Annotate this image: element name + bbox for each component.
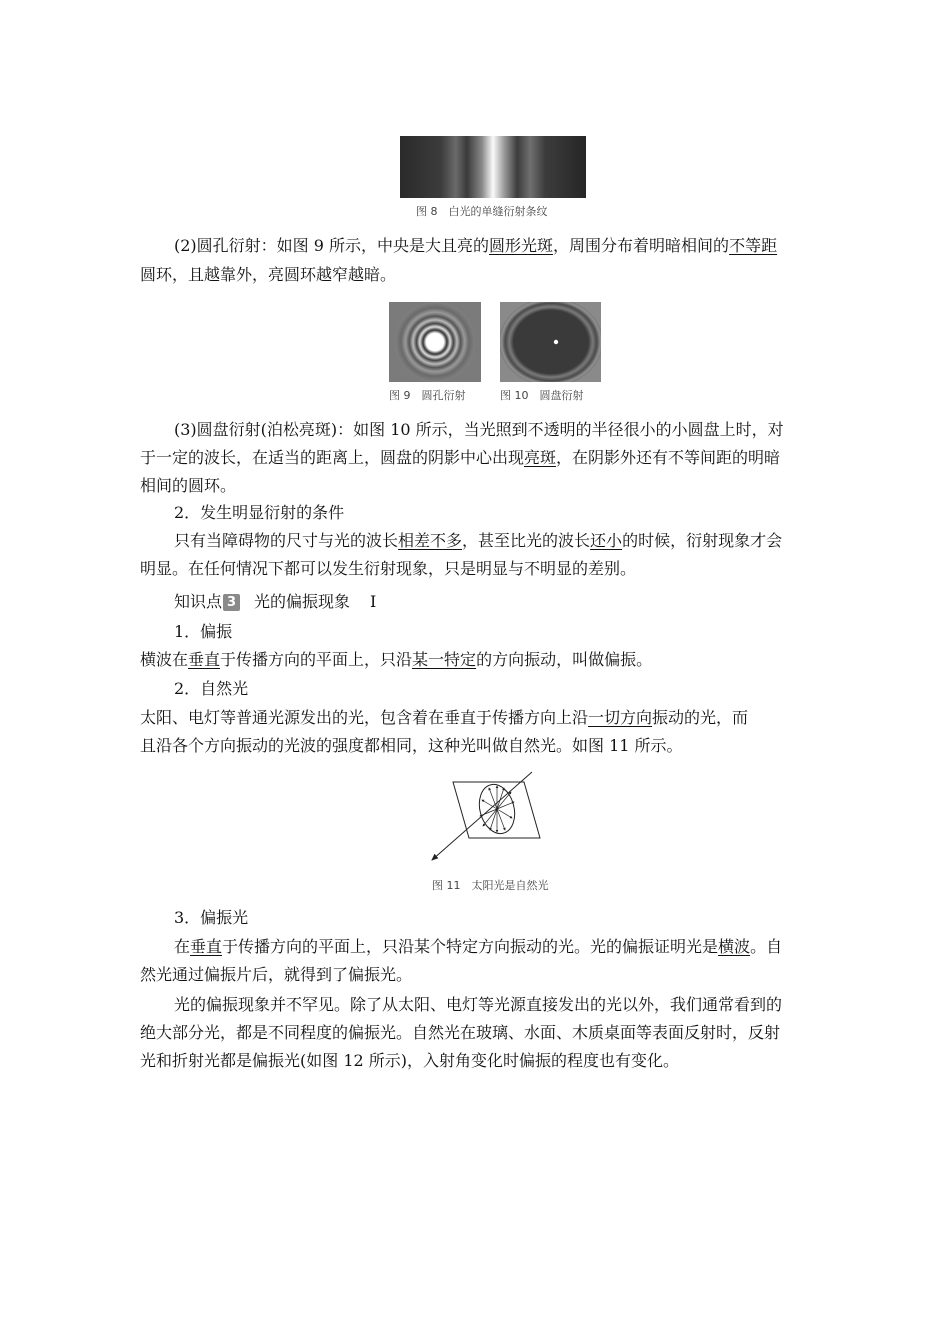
figure-10-poisson-spot-image (500, 302, 601, 382)
heading-polarization: 1．偏振 (174, 622, 233, 641)
heading-natural-light: 2．自然光 (174, 679, 249, 698)
paragraph-disk-diffraction-line1: (3)圆盘衍射(泊松亮斑)：如图 10 所示，当光照到不透明的半径很小的小圆盘上时，对 (174, 420, 784, 439)
figure-8-caption: 图 8 白光的单缝衍射条纹 (416, 205, 548, 218)
paragraph-polarization-common-line2: 绝大部分光，都是不同程度的偏振光。自然光在玻璃、水面、木质桌面等表面反射时，反射 (140, 1023, 781, 1042)
paragraph-polarization: 横波在垂直于传播方向的平面上，只沿某一特定的方向振动，叫做偏振。 (140, 650, 653, 669)
paragraph-conditions-line1: 只有当障碍物的尺寸与光的波长相差不多，甚至比光的波长还小的时候，衍射现象才会 (174, 531, 783, 550)
paragraph-polarization-common-line3: 光和折射光都是偏振光(如图 12 所示)，入射角变化时偏振的程度也有变化。 (140, 1051, 680, 1070)
figure-11-caption: 图 11 太阳光是自然光 (432, 879, 549, 892)
knowledge-point-level: Ⅰ (370, 592, 377, 611)
paragraph-polarized-light-line2: 然光通过偏振片后，就得到了偏振光。 (140, 965, 413, 984)
paragraph-disk-diffraction-line2: 于一定的波长，在适当的距离上，圆盘的阴影中心出现亮斑，在阴影外还有不等间距的明暗 (140, 448, 781, 467)
paragraph-polarization-common-line1: 光的偏振现象并不罕见。除了从太阳、电灯等光源直接发出的光以外，我们通常看到的 (174, 995, 783, 1014)
figure-9-caption: 图 9 圆孔衍射 (389, 389, 466, 402)
knowledge-point-label: 知识点 (174, 592, 223, 611)
paragraph-circular-aperture: (2)圆孔衍射：如图 9 所示，中央是大且亮的圆形光斑，周围分布着明暗相间的不等距 (174, 236, 778, 255)
knowledge-point-title: 光的偏振现象 (254, 592, 351, 611)
figure-9-circular-aperture-image (389, 302, 481, 382)
paragraph-natural-light-line1: 太阳、电灯等普通光源发出的光，包含着在垂直于传播方向上沿一切方向振动的光，而 (140, 708, 749, 727)
heading-polarized-light: 3．偏振光 (174, 908, 249, 927)
figure-10-caption: 图 10 圆盘衍射 (500, 389, 584, 402)
knowledge-point-number-badge: 3 (223, 594, 240, 611)
figure-8-single-slit-image (400, 136, 586, 198)
paragraph-circular-aperture-cont: 圆环，且越靠外，亮圆环越窄越暗。 (140, 265, 397, 284)
paragraph-conditions-line2: 明显。在任何情况下都可以发生衍射现象，只是明显与不明显的差别。 (140, 559, 637, 578)
heading-diffraction-conditions: 2．发生明显衍射的条件 (174, 503, 345, 522)
paragraph-natural-light-line2: 且沿各个方向振动的光波的强度都相同，这种光叫做自然光。如图 11 所示。 (140, 736, 683, 755)
knowledge-point-heading (174, 587, 820, 616)
figure-11-natural-light-diagram (420, 766, 550, 866)
paragraph-disk-diffraction-line3: 相间的圆环。 (140, 476, 237, 495)
paragraph-polarized-light-line1: 在垂直于传播方向的平面上，只沿某个特定方向振动的光。光的偏振证明光是横波。自 (174, 937, 783, 956)
